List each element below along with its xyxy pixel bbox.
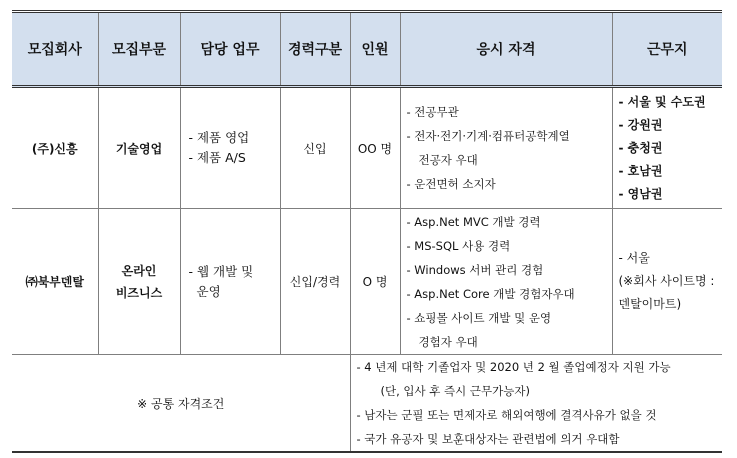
list-item: - 제품 영업 bbox=[188, 130, 250, 145]
headcount-cell: O 명 bbox=[350, 209, 400, 355]
list-item: - MS-SQL 사용 경력 bbox=[406, 238, 511, 253]
recruitment-table bbox=[12, 10, 722, 453]
list-item: 덴탈이마트) bbox=[618, 297, 682, 311]
table-row bbox=[12, 87, 722, 209]
common-conditions-list bbox=[351, 355, 723, 451]
list-item: - Windows 서버 관리 경험 bbox=[406, 262, 544, 277]
duties-cell bbox=[180, 87, 280, 209]
header-headcount: 인원 bbox=[350, 12, 400, 87]
list-item: - 전공무관 bbox=[406, 105, 459, 119]
header-location: 근무지 bbox=[612, 12, 722, 87]
qualifications-list bbox=[401, 210, 612, 354]
header-duties: 담당 업무 bbox=[180, 12, 280, 87]
career-cell: 신입/경력 bbox=[280, 209, 350, 355]
career-cell: 신입 bbox=[280, 87, 350, 209]
list-item: - 강원권 bbox=[618, 117, 663, 132]
header-row bbox=[12, 12, 722, 87]
list-item: - Asp.Net Core 개발 경험자우대 bbox=[406, 286, 575, 301]
division-line: 온라인 bbox=[121, 263, 157, 278]
common-conditions-cell bbox=[350, 355, 722, 453]
list-item: - 4 년제 대학 기졸업자 및 2020 년 2 월 졸업예정자 지원 가능 bbox=[356, 360, 671, 374]
qualifications-cell bbox=[400, 87, 612, 209]
list-item: (단, 입사 후 즉시 근무가능자) bbox=[380, 384, 530, 398]
header-company: 모집회사 bbox=[12, 12, 98, 87]
division-line: 비즈니스 bbox=[115, 285, 163, 300]
table-row bbox=[12, 355, 722, 453]
list-item: - 웹 개발 및 bbox=[188, 263, 254, 279]
list-item: - 서울 bbox=[618, 251, 650, 265]
list-item: 전공자 우대 bbox=[418, 153, 478, 167]
table-row bbox=[12, 209, 722, 355]
list-item: - 남자는 군필 또는 면제자로 해외여행에 결격사유가 없을 것 bbox=[356, 408, 657, 422]
qualifications-list bbox=[401, 100, 612, 196]
list-item: - 제품 A/S bbox=[188, 150, 246, 165]
header-division: 모집부문 bbox=[98, 12, 180, 87]
headcount-cell: OO 명 bbox=[350, 87, 400, 209]
list-item: - 쇼핑몰 사이트 개발 및 운영 bbox=[406, 310, 552, 325]
company-cell: ㈜북부덴탈 bbox=[12, 209, 98, 355]
duties-list bbox=[181, 262, 280, 302]
header-qualifications: 응시 자격 bbox=[400, 12, 612, 87]
location-cell bbox=[612, 87, 722, 209]
company-cell: (주)신흥 bbox=[12, 87, 98, 209]
duties-list bbox=[181, 128, 280, 168]
list-item: - 충청권 bbox=[618, 140, 663, 155]
list-item: - 영남권 bbox=[618, 186, 663, 201]
list-item: - 운전면허 소지자 bbox=[406, 177, 496, 191]
division-cell: 기술영업 bbox=[98, 87, 180, 209]
list-item: 경험자 우대 bbox=[418, 334, 478, 349]
list-item: - 서울 및 수도권 bbox=[618, 94, 706, 109]
list-item: - 호남권 bbox=[618, 163, 663, 178]
recruitment-table-wrapper bbox=[12, 10, 722, 453]
list-item: - 국가 유공자 및 보훈대상자는 관련법에 의거 우대함 bbox=[356, 432, 620, 446]
header-career: 경력구분 bbox=[280, 12, 350, 87]
list-item: - 전자·전기·기계·컴퓨터공학계열 bbox=[406, 129, 570, 143]
list-item: - Asp.Net MVC 개발 경력 bbox=[406, 214, 541, 229]
qualifications-cell bbox=[400, 209, 612, 355]
list-item: (※회사 사이트명 : bbox=[618, 274, 715, 288]
list-item: 운영 bbox=[196, 283, 221, 299]
duties-cell bbox=[180, 209, 280, 355]
location-cell bbox=[612, 209, 722, 355]
location-list bbox=[613, 91, 723, 206]
common-label-cell: ※ 공통 자격조건 bbox=[12, 355, 350, 453]
location-list bbox=[613, 247, 723, 316]
division-cell bbox=[98, 209, 180, 355]
